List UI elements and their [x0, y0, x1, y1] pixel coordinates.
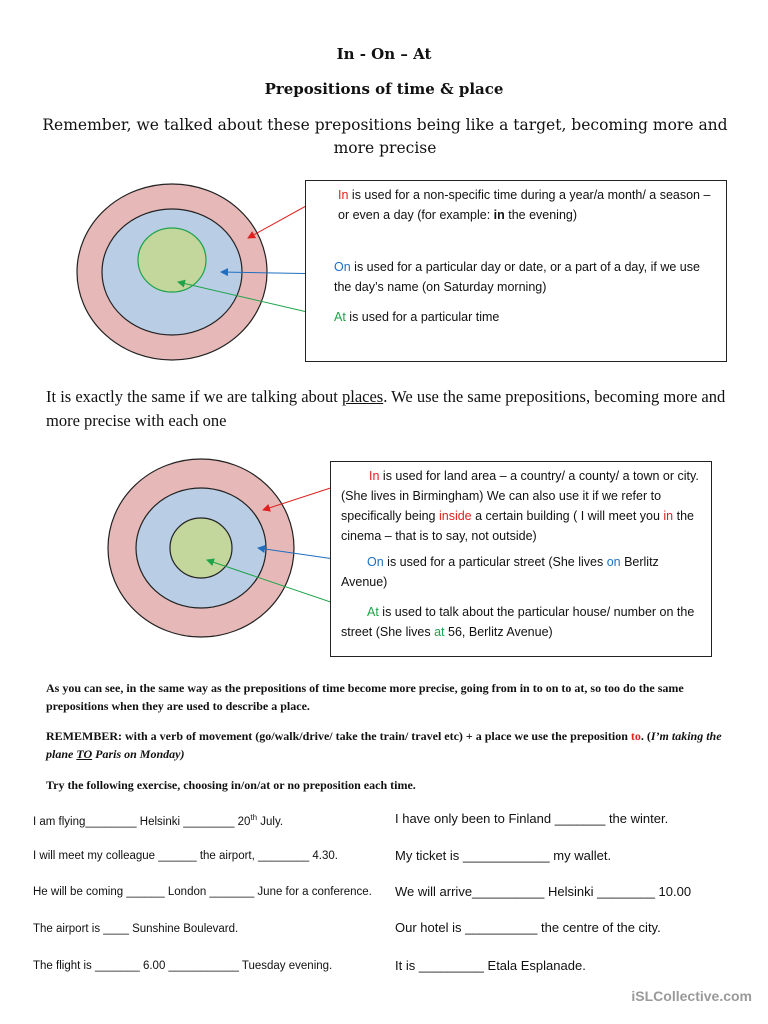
exercise-left-4: The airport is ____ Sunshine Boulevard.	[33, 923, 239, 935]
exercise-right-4: Our hotel is __________ the centre of the city.	[395, 920, 661, 935]
in-word: In	[338, 188, 349, 202]
place-at-line: At is used to talk about the particular house/ number on the street (She lives at 56, Berlitz Avenue)	[341, 605, 695, 639]
exercise-right-1: I have only been to Finland _______ the winter.	[395, 811, 669, 826]
exercise-right-2: My ticket is ____________ my wallet.	[395, 848, 612, 863]
time-on-line: On is used for a particular day or date, or a part of a day, if we use the day’s name (on Saturday morning)	[334, 260, 700, 294]
time-explanation-box	[305, 180, 727, 362]
on-word: On	[334, 260, 351, 274]
page-title: In - On – At	[336, 45, 432, 63]
instruction-text: Try the following exercise, choosing in/on/at or no preposition each time.	[46, 778, 416, 792]
exercise-right-3: We will arrive__________ Helsinki ________ 10.00	[395, 884, 692, 899]
watermark: iSLCollective.com	[631, 988, 752, 1004]
at-word: At	[334, 310, 346, 324]
place-explanation-box	[330, 461, 712, 657]
intro-text: Remember, we talked about these prepositions being like a target, becoming more and more precise	[42, 116, 728, 157]
exercise-left-2: I will meet my colleague ______ the airport, ________ 4.30.	[33, 850, 338, 862]
exercise-right-5: It is _________ Etala Esplanade.	[395, 958, 586, 973]
remember-paragraph: REMEMBER: with a verb of movement (go/walk/drive/ take the train/ travel etc) + a place we use the preposition to. (I’m taking the plane TO Paris on Monday)	[46, 729, 722, 761]
time-in-line: In is used for a non-specific time during a year/a month/ a season – or even a day (for example: in the evening)	[338, 188, 711, 222]
as-you-see-paragraph: As you can see, in the same way as the prepositions of time become more precise, going from in to on to at, so too do the same prepositions when they are used to describe a place.	[46, 681, 684, 713]
exercise-left-3: He will be coming ______ London _______ June for a conference.	[33, 886, 372, 898]
place-in-line: In is used for land area – a country/ a county/ a town or city. (She lives in Birmingham) We can also use it if we refer to specifically being inside a certain building ( I will meet you in the cinema – that is to say, not outside)	[341, 469, 699, 543]
places-paragraph: It is exactly the same if we are talking about places. We use the same prepositions, becoming more and more precise with each one	[46, 387, 726, 430]
inner-ring	[170, 518, 232, 578]
page-subtitle: Prepositions of time & place	[264, 80, 504, 98]
time-at-line: At is used for a particular time	[334, 310, 500, 324]
inner-ring	[138, 228, 206, 292]
exercise-left-1: I am flying________ Helsinki ________ 20th July.	[33, 813, 284, 828]
place-on-line: On is used for a particular street (She lives on Berlitz Avenue)	[341, 555, 659, 589]
exercise-left-5: The flight is _______ 6.00 ___________ Tuesday evening.	[33, 960, 333, 972]
